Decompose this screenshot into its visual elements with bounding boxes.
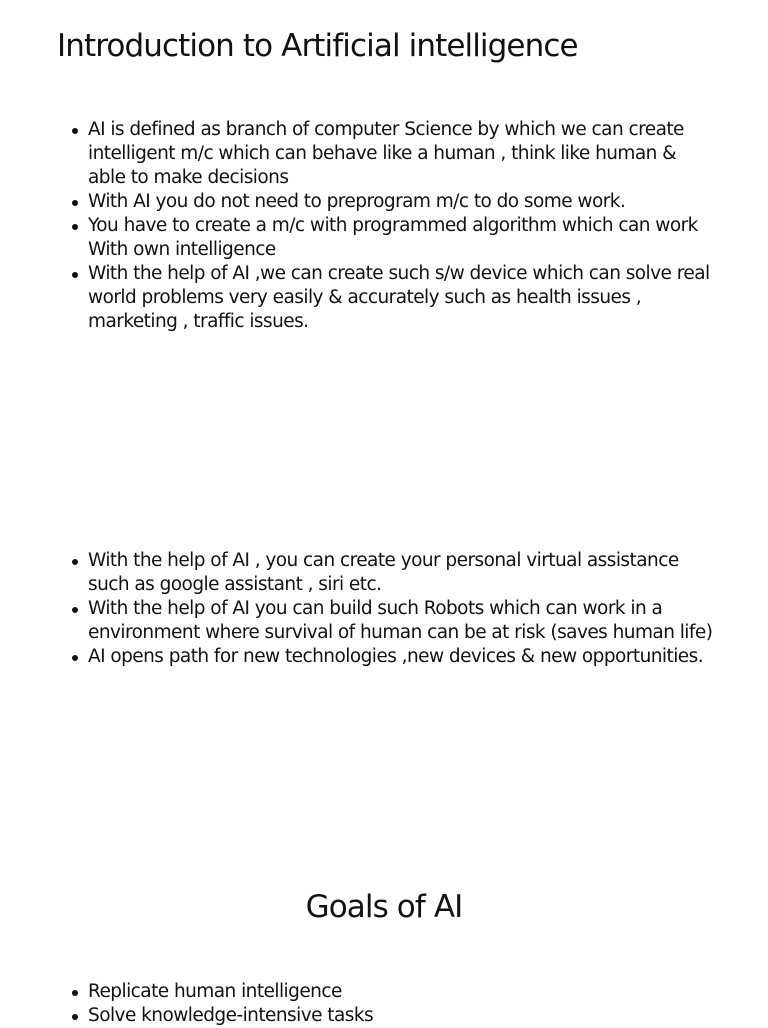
goals-bullet-list bbox=[88, 980, 718, 1028]
list-item: You have to create a m/c with programmed algorithm which can work With own intelligence bbox=[88, 214, 718, 262]
list-item: AI opens path for new technologies ,new devices & new opportunities. bbox=[88, 645, 718, 669]
list-item: Replicate human intelligence bbox=[88, 980, 718, 1004]
benefits-bullet-list bbox=[88, 549, 718, 669]
intro-bullet-list bbox=[88, 118, 718, 334]
list-item: With AI you do not need to preprogram m/c to do some work. bbox=[88, 190, 718, 214]
goals-heading: Goals of AI bbox=[305, 889, 463, 925]
list-item: With the help of AI , you can create your personal virtual assistance such as google assistant , siri etc. bbox=[88, 549, 718, 597]
list-item: Solve knowledge-intensive tasks bbox=[88, 1004, 718, 1028]
page-title: Introduction to Artificial intelligence bbox=[57, 28, 578, 64]
list-item: With the help of AI you can build such Robots which can work in a environment where survival of human can be at risk (saves human life) bbox=[88, 597, 718, 645]
list-item: With the help of AI ,we can create such s/w device which can solve real world problems very easily & accurately such as health issues , marketing , traffic issues. bbox=[88, 262, 718, 334]
list-item: AI is defined as branch of computer Science by which we can create intelligent m/c which can behave like a human , think like human & able to make decisions bbox=[88, 118, 718, 190]
